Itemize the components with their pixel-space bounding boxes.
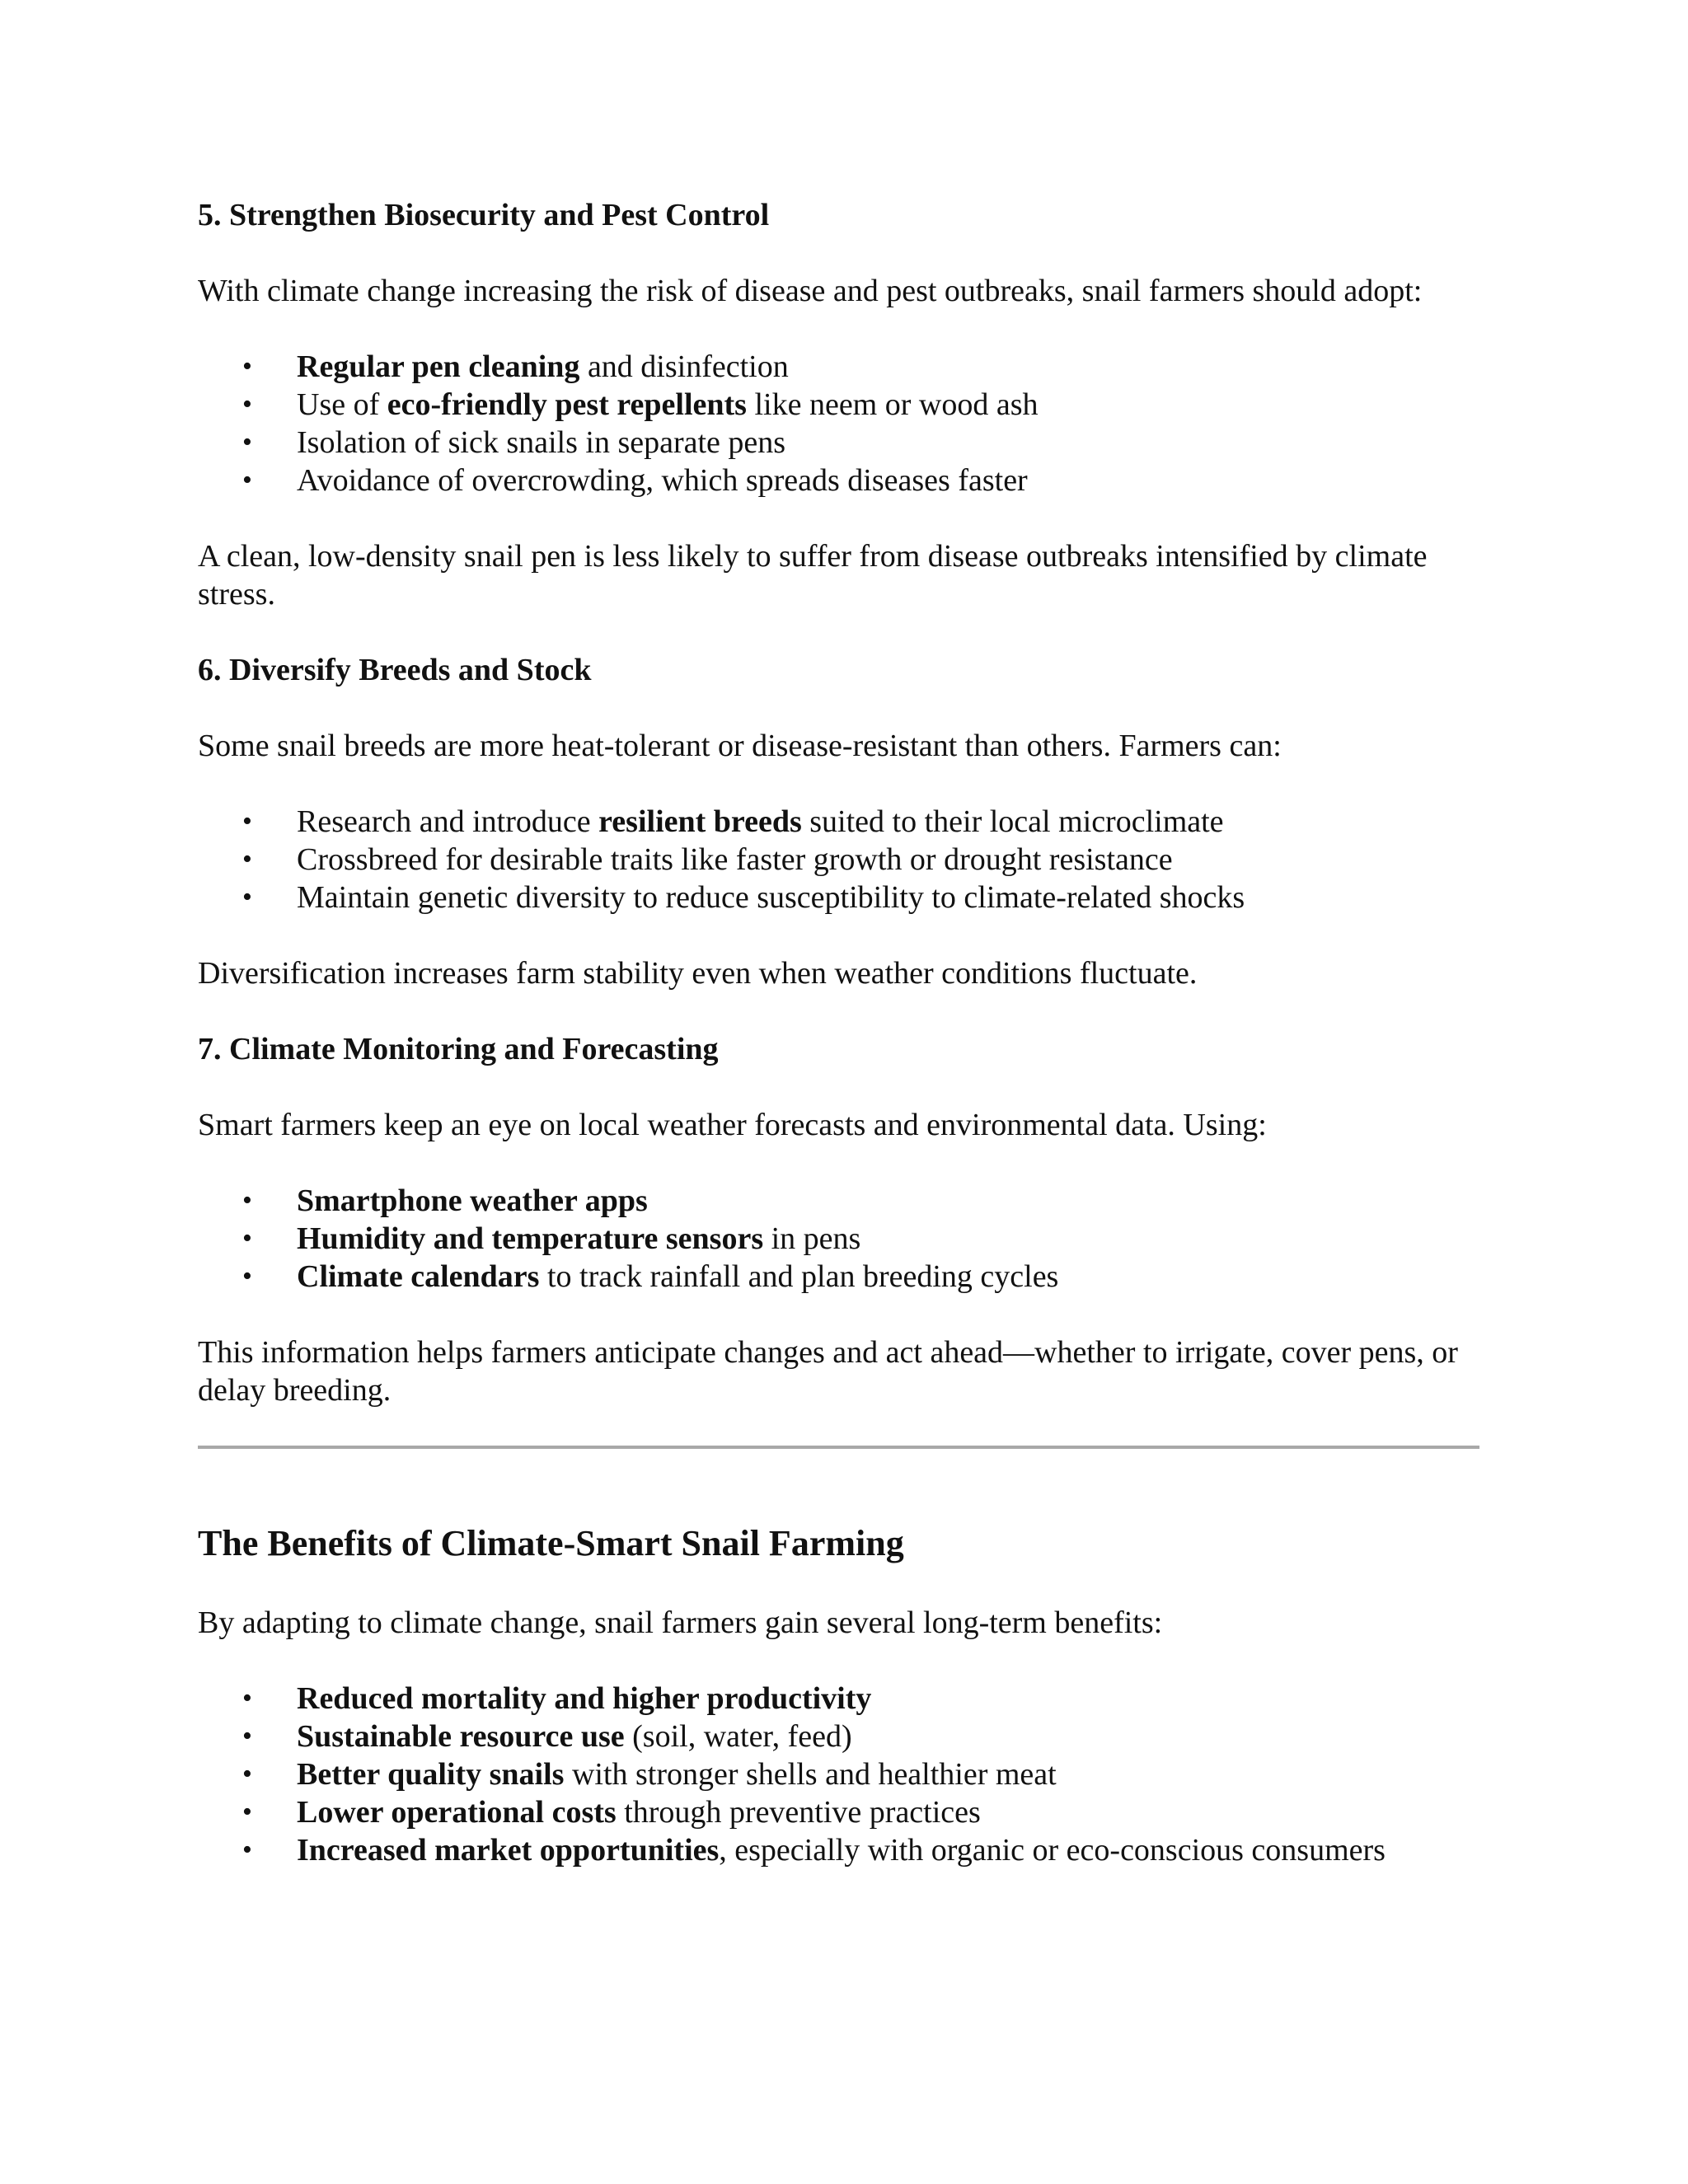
list-item: • Reduced mortality and higher productivity <box>242 1681 872 1716</box>
list-item: • Regular pen cleaning and disinfection <box>242 349 789 384</box>
section-7-list <box>198 1182 1484 1296</box>
section-5-intro: With climate change increasing the risk of disease and pest outbreaks, snail farmers should adopt: <box>198 274 1423 308</box>
section-5-heading: 5. Strengthen Biosecurity and Pest Control <box>198 198 770 232</box>
bullet-icon: • <box>242 1759 252 1789</box>
section-7-intro: Smart farmers keep an eye on local weather forecasts and environmental data. Using: <box>198 1108 1267 1142</box>
list-item: • Better quality snails with stronger shells and healthier meat <box>242 1757 1057 1792</box>
bullet-icon: • <box>242 1721 252 1751</box>
bullet-icon: • <box>242 427 252 457</box>
bullet-icon: • <box>242 1835 252 1865</box>
section-5-outro: A clean, low-density snail pen is less likely to suffer from disease outbreaks intensified by climate stress. <box>198 539 1428 612</box>
section-6-intro: Some snail breeds are more heat-tolerant or disease-resistant than others. Farmers can: <box>198 729 1282 763</box>
bullet-icon: • <box>242 389 252 419</box>
bullet-icon: • <box>242 465 252 495</box>
list-item: • Avoidance of overcrowding, which spreads diseases faster <box>242 463 1028 498</box>
bullet-icon: • <box>242 1185 252 1216</box>
bullet-icon: • <box>242 1797 252 1827</box>
benefits-list <box>198 1680 1484 1869</box>
list-item: • Smartphone weather apps <box>242 1183 648 1218</box>
bullet-icon: • <box>242 1261 252 1291</box>
list-item: • Lower operational costs through preventive practices <box>242 1795 981 1830</box>
list-item: • Sustainable resource use (soil, water, feed) <box>242 1719 852 1754</box>
list-item: • Crossbreed for desirable traits like faster growth or drought resistance <box>242 842 1173 877</box>
section-7-outro: This information helps farmers anticipate changes and act ahead—whether to irrigate, cover pens, or delay breeding. <box>198 1335 1458 1408</box>
section-6-heading: 6. Diversify Breeds and Stock <box>198 653 592 687</box>
bullet-icon: • <box>242 1223 252 1254</box>
bullet-icon: • <box>242 844 252 874</box>
section-6-outro: Diversification increases farm stability even when weather conditions fluctuate. <box>198 956 1198 991</box>
list-item: • Increased market opportunities, especially with organic or eco-conscious consumers <box>242 1833 1386 1868</box>
section-5-list <box>198 348 1484 499</box>
horizontal-divider <box>198 1446 1479 1449</box>
list-item: • Research and introduce resilient breeds suited to their local microclimate <box>242 804 1224 839</box>
list-item: • Use of eco-friendly pest repellents like neem or wood ash <box>242 387 1039 422</box>
document-content <box>198 196 1484 1869</box>
list-item: • Maintain genetic diversity to reduce susceptibility to climate-related shocks <box>242 880 1245 915</box>
list-item: • Isolation of sick snails in separate pens <box>242 425 786 460</box>
section-6-list <box>198 803 1484 916</box>
list-item: • Humidity and temperature sensors in pens <box>242 1221 861 1256</box>
section-7-heading: 7. Climate Monitoring and Forecasting <box>198 1032 719 1066</box>
bullet-icon: • <box>242 1683 252 1713</box>
bullet-icon: • <box>242 351 252 382</box>
bullet-icon: • <box>242 806 252 837</box>
benefits-heading: The Benefits of Climate-Smart Snail Farming <box>198 1523 904 1563</box>
list-item: • Climate calendars to track rainfall and plan breeding cycles <box>242 1259 1059 1294</box>
benefits-intro: By adapting to climate change, snail farmers gain several long-term benefits: <box>198 1605 1163 1640</box>
bullet-icon: • <box>242 882 252 912</box>
